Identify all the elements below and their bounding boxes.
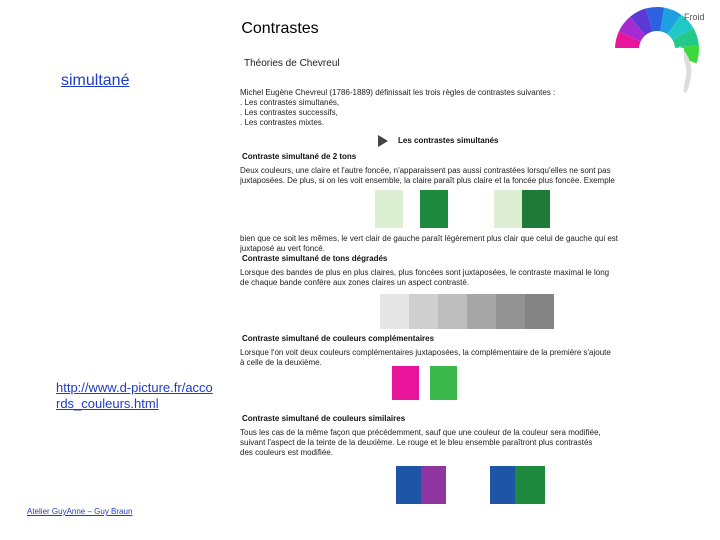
source-url-link[interactable]: http://www.d-picture.fr/accords_couleurs.html [56, 380, 213, 411]
color-swatch [392, 366, 419, 400]
color-swatch [375, 190, 403, 228]
page-intro: Michel Eugène Chevreul (1786-1889) définissait les trois règles de contrastes suivantes : [240, 88, 556, 97]
slide-title: Contrastes [241, 20, 319, 37]
color-swatch [430, 366, 457, 400]
section-text: Lorsque l'on voit deux couleurs complémentaires juxtaposées, la complémentaire de la première s'ajoute [240, 348, 611, 357]
color-swatch [396, 466, 421, 504]
color-swatch [420, 190, 448, 228]
section-text: Lorsque des bandes de plus en plus claires, plus foncées sont juxtaposées, le contraste maximal le long [240, 268, 610, 277]
section-text: à celle de la deuxième. [240, 358, 322, 367]
section-title: Contraste simultané de 2 tons [242, 152, 357, 161]
rule-item: . Les contrastes mixtes. [240, 118, 325, 127]
section-text: Tous les cas de la même façon que précédemment, sauf que une couleur de la couleur sera modifiée, [240, 428, 601, 437]
section-text: juxtaposé au vert foncé. [240, 244, 325, 253]
gradient-swatch [496, 294, 525, 329]
color-swatch [421, 466, 446, 504]
section-text: des couleurs est modifiée. [240, 448, 333, 457]
play-arrow-icon[interactable] [378, 135, 388, 147]
section-text: Deux couleurs, une claire et l'autre foncée, n'apparaissent pas aussi contrastées lorsqu'elles ne sont pas [240, 166, 611, 175]
gradient-swatch [409, 294, 438, 329]
section-title: Contraste simultané de tons dégradés [242, 254, 388, 263]
section-text: de chaque bande confère aux zones claires un aspect contrasté. [240, 278, 470, 287]
footer-credit-link[interactable]: Atelier GuyAnne – Guy Braun [27, 507, 133, 516]
corner-label: Froid [684, 12, 705, 22]
section-text: juxtaposées. De plus, si on les voit ensemble, la claire paraît plus claire et la foncée plus foncée. Exemple [240, 176, 615, 185]
gradient-swatch [380, 294, 409, 329]
gradient-swatch [438, 294, 467, 329]
page-heading: Théories de Chevreul [244, 58, 340, 69]
section-title: Contraste simultané de couleurs similaires [242, 414, 406, 423]
gradient-swatch [525, 294, 554, 329]
rule-item: . Les contrastes simultanés, [240, 98, 340, 107]
link-simultane[interactable]: simultané [61, 72, 130, 89]
embedded-page [234, 48, 684, 460]
color-swatch [515, 466, 545, 504]
color-swatch [490, 466, 515, 504]
nav-label[interactable]: Les contrastes simultanés [398, 136, 499, 145]
rule-item: . Les contrastes successifs, [240, 108, 338, 117]
gradient-swatch [467, 294, 496, 329]
section-title: Contraste simultané de couleurs complémentaires [242, 334, 435, 343]
section-text: bien que ce soit les mêmes, le vert clair de gauche paraît légèrement plus clair que celui de gauche qui est [240, 234, 618, 243]
color-swatch [522, 190, 550, 228]
color-swatch [494, 190, 522, 228]
section-text: suivant l'aspect de la teinte de la deuxième. Le rouge et le bleu ensemble paraîtront plus contrastés [240, 438, 593, 447]
